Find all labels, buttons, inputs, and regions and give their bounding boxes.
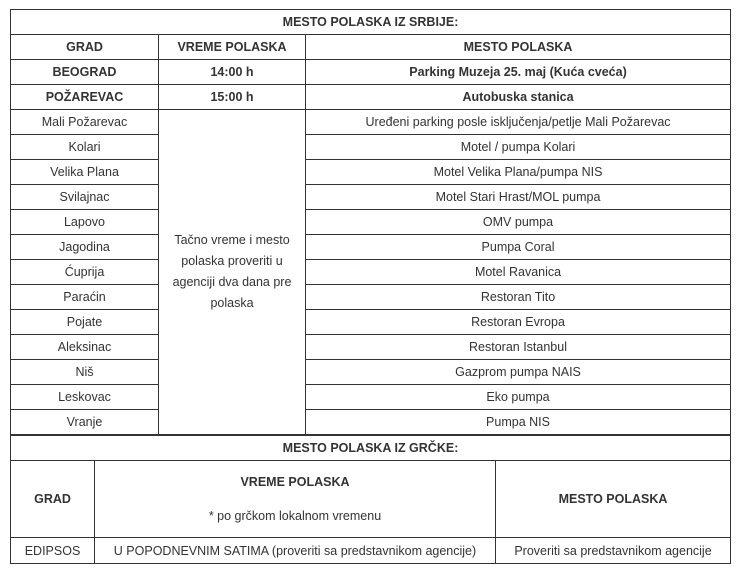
place-cell: Restoran Tito [306, 285, 731, 310]
table-row [11, 310, 731, 335]
greece-title: MESTO POLASKA IZ GRČKE: [11, 435, 731, 461]
header-time-label: VREME POLASKA [240, 475, 350, 489]
place-cell: Motel / pumpa Kolari [306, 135, 731, 160]
place-cell: Motel Stari Hrast/MOL pumpa [306, 185, 731, 210]
table-row [11, 110, 731, 135]
city-cell: EDIPSOS [11, 538, 95, 564]
city-cell: Leskovac [11, 385, 159, 410]
city-cell: Paraćin [11, 285, 159, 310]
city-cell: Velika Plana [11, 160, 159, 185]
greece-header-row [11, 461, 731, 538]
place-cell: Uređeni parking posle isključenja/petlje Mali Požarevac [306, 110, 731, 135]
place-cell: Motel Ravanica [306, 260, 731, 285]
merged-time-note: Tačno vreme i mesto polaska proveriti u agenciji dva dana pre polaska [159, 110, 306, 435]
place-cell: OMV pumpa [306, 210, 731, 235]
place-cell: Restoran Evropa [306, 310, 731, 335]
table-row [11, 85, 731, 110]
table-row [11, 60, 731, 85]
city-cell: Lapovo [11, 210, 159, 235]
serbia-departures-table [10, 9, 731, 435]
table-row [11, 235, 731, 260]
header-time [95, 461, 496, 538]
city-cell: Svilajnac [11, 185, 159, 210]
time-cell: 15:00 h [159, 85, 306, 110]
departure-tables [10, 9, 730, 564]
serbia-title-row [11, 10, 731, 35]
table-row [11, 135, 731, 160]
city-cell: Niš [11, 360, 159, 385]
city-cell: Vranje [11, 410, 159, 435]
header-city: GRAD [11, 461, 95, 538]
table-row [11, 210, 731, 235]
serbia-header-row [11, 35, 731, 60]
place-cell: Eko pumpa [306, 385, 731, 410]
city-cell: Aleksinac [11, 335, 159, 360]
table-row [11, 360, 731, 385]
city-cell: Kolari [11, 135, 159, 160]
place-cell: Autobuska stanica [306, 85, 731, 110]
table-row [11, 260, 731, 285]
city-cell: BEOGRAD [11, 60, 159, 85]
table-row [11, 538, 731, 564]
city-cell: Jagodina [11, 235, 159, 260]
place-cell: Parking Muzeja 25. maj (Kuća cveća) [306, 60, 731, 85]
serbia-title: MESTO POLASKA IZ SRBIJE: [11, 10, 731, 35]
place-cell: Proveriti sa predstavnikom agencije [496, 538, 731, 564]
city-cell: Pojate [11, 310, 159, 335]
header-time: VREME POLASKA [159, 35, 306, 60]
table-row [11, 335, 731, 360]
table-row [11, 285, 731, 310]
greece-title-row [11, 435, 731, 461]
header-time-note: * po grčkom lokalnom vremenu [208, 509, 382, 523]
city-cell: Mali Požarevac [11, 110, 159, 135]
greece-departures-table [10, 434, 731, 564]
table-row [11, 410, 731, 435]
table-row [11, 185, 731, 210]
place-cell: Pumpa NIS [306, 410, 731, 435]
time-cell: U POPODNEVNIM SATIMA (proveriti sa predstavnikom agencije) [95, 538, 496, 564]
table-row [11, 160, 731, 185]
time-cell: 14:00 h [159, 60, 306, 85]
city-cell: POŽAREVAC [11, 85, 159, 110]
place-cell: Restoran Istanbul [306, 335, 731, 360]
place-cell: Gazprom pumpa NAIS [306, 360, 731, 385]
table-row [11, 385, 731, 410]
header-city: GRAD [11, 35, 159, 60]
place-cell: Pumpa Coral [306, 235, 731, 260]
city-cell: Ćuprija [11, 260, 159, 285]
header-place: MESTO POLASKA [496, 461, 731, 538]
place-cell: Motel Velika Plana/pumpa NIS [306, 160, 731, 185]
header-place: MESTO POLASKA [306, 35, 731, 60]
